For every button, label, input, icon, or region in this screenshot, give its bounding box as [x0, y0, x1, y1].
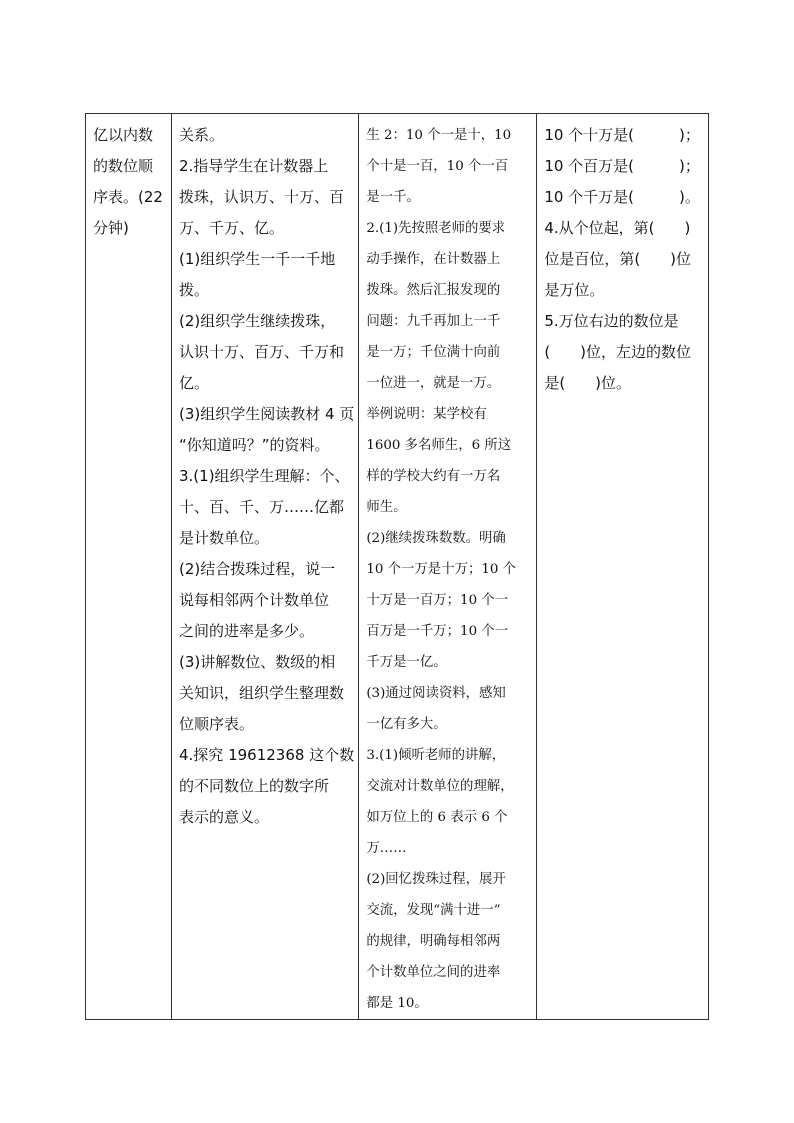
student-line: 一位进一，就是一万。 — [366, 376, 501, 391]
stage-line: 的数位顺 — [93, 157, 154, 175]
student-line: 如万位上的 6 表示 6 个 — [366, 810, 508, 825]
exercise-line: 是万位。 — [544, 281, 605, 299]
teacher-line: 认识十万、百万、千万和 — [179, 343, 345, 361]
teacher-line: 关知识，组织学生整理数 — [179, 684, 345, 702]
teacher-line: (3)讲解数位、数级的相 — [179, 653, 336, 671]
student-line: 个计数单位之间的进率 — [366, 965, 501, 980]
teacher-activity-cell — [172, 114, 359, 1020]
student-line: 的规律，明确每相邻两 — [366, 934, 501, 949]
teacher-line: 是计数单位。 — [179, 529, 270, 547]
student-line: 都是 10。 — [366, 996, 428, 1011]
teacher-line: 2.指导学生在计数器上 — [179, 157, 329, 175]
exercise-line: 10 个十万是( )； — [544, 126, 700, 144]
exercise-line: 是( )位。 — [544, 374, 632, 392]
teacher-line: 位顺序表。 — [179, 715, 255, 733]
table-row — [86, 114, 709, 1020]
student-line: 2.(1)先按照老师的要求 — [366, 221, 506, 236]
student-line: 一亿有多大。 — [366, 717, 447, 732]
teacher-line: 十、百、千、万……亿都 — [179, 498, 345, 516]
teacher-line: 4.探究 19612368 这个数 — [179, 746, 355, 764]
exercise-line: 10 个百万是( )； — [544, 157, 700, 175]
teacher-line: (1)组织学生一千一千地 — [179, 250, 336, 268]
exercise-line: 4.从个位起，第( ) — [544, 219, 691, 237]
student-line: 动手操作，在计数器上 — [366, 252, 501, 267]
stage-cell — [86, 114, 172, 1020]
teacher-line: 拨珠，认识万、十万、百 — [179, 188, 345, 206]
student-line: 交流，发现“满十进一” — [366, 903, 501, 918]
stage-line: 序表。(22 — [93, 188, 163, 206]
exercise-line: 位是百位，第( )位 — [544, 250, 692, 268]
student-line: 百万是一千万；10 个一 — [366, 624, 509, 639]
exercise-line: 10 个千万是( )。 — [544, 188, 700, 206]
student-line: (3)通过阅读资料，感知 — [366, 686, 506, 701]
exercise-line: ( )位，左边的数位 — [544, 343, 692, 361]
exercise-cell — [537, 114, 709, 1020]
student-line: 3.(1)倾听老师的讲解， — [366, 748, 506, 763]
teacher-line: 亿。 — [179, 374, 210, 392]
student-line: 千万是一亿。 — [366, 655, 447, 670]
student-line: 十万是一百万；10 个一 — [366, 593, 509, 608]
stage-line: 分钟) — [93, 219, 129, 237]
student-line: 1600 多名师生，6 所这 — [366, 438, 512, 453]
student-line: 是一万；千位满十向前 — [366, 345, 501, 360]
student-line: 样的学校大约有一万名 — [366, 469, 501, 484]
teacher-line: 万、千万、亿。 — [179, 219, 285, 237]
exercise-line: 5.万位右边的数位是 — [544, 312, 679, 330]
student-line: 万…… — [366, 841, 407, 856]
teacher-line: (2)结合拨珠过程，说一 — [179, 560, 336, 578]
lesson-plan-table — [85, 113, 709, 1020]
teacher-line: 表示的意义。 — [179, 808, 270, 826]
student-line: 交流对计数单位的理解， — [366, 779, 514, 794]
teacher-line: 的不同数位上的数字所 — [179, 777, 330, 795]
student-line: 师生。 — [366, 500, 407, 515]
student-line: 是一千。 — [366, 190, 420, 205]
student-line: (2)继续拨珠数数。明确 — [366, 531, 506, 546]
student-line: 举例说明：某学校有 — [366, 407, 487, 422]
student-line: 个十是一百，10 个一百 — [366, 159, 509, 174]
student-line: 生 2：10 个一是十，10 — [366, 128, 512, 143]
teacher-line: 之间的进率是多少。 — [179, 622, 315, 640]
student-activity-cell — [359, 114, 537, 1020]
teacher-line: 拨。 — [179, 281, 210, 299]
teacher-line: (2)组织学生继续拨珠， — [179, 312, 336, 330]
student-line: 问题：九千再加上一千 — [366, 314, 501, 329]
teacher-line: 说每相邻两个计数单位 — [179, 591, 330, 609]
teacher-line: 3.(1)组织学生理解：个、 — [179, 467, 350, 485]
student-line: 10 个一万是十万；10 个 — [366, 562, 517, 577]
teacher-line: 关系。 — [179, 126, 225, 144]
teacher-line: (3)组织学生阅读教材 4 页 — [179, 405, 355, 423]
stage-line: 亿以内数 — [93, 126, 154, 144]
student-line: (2)回忆拨珠过程，展开 — [366, 872, 506, 887]
teacher-line: “你知道吗？”的资料。 — [179, 436, 330, 454]
student-line: 拨珠。然后汇报发现的 — [366, 283, 501, 298]
